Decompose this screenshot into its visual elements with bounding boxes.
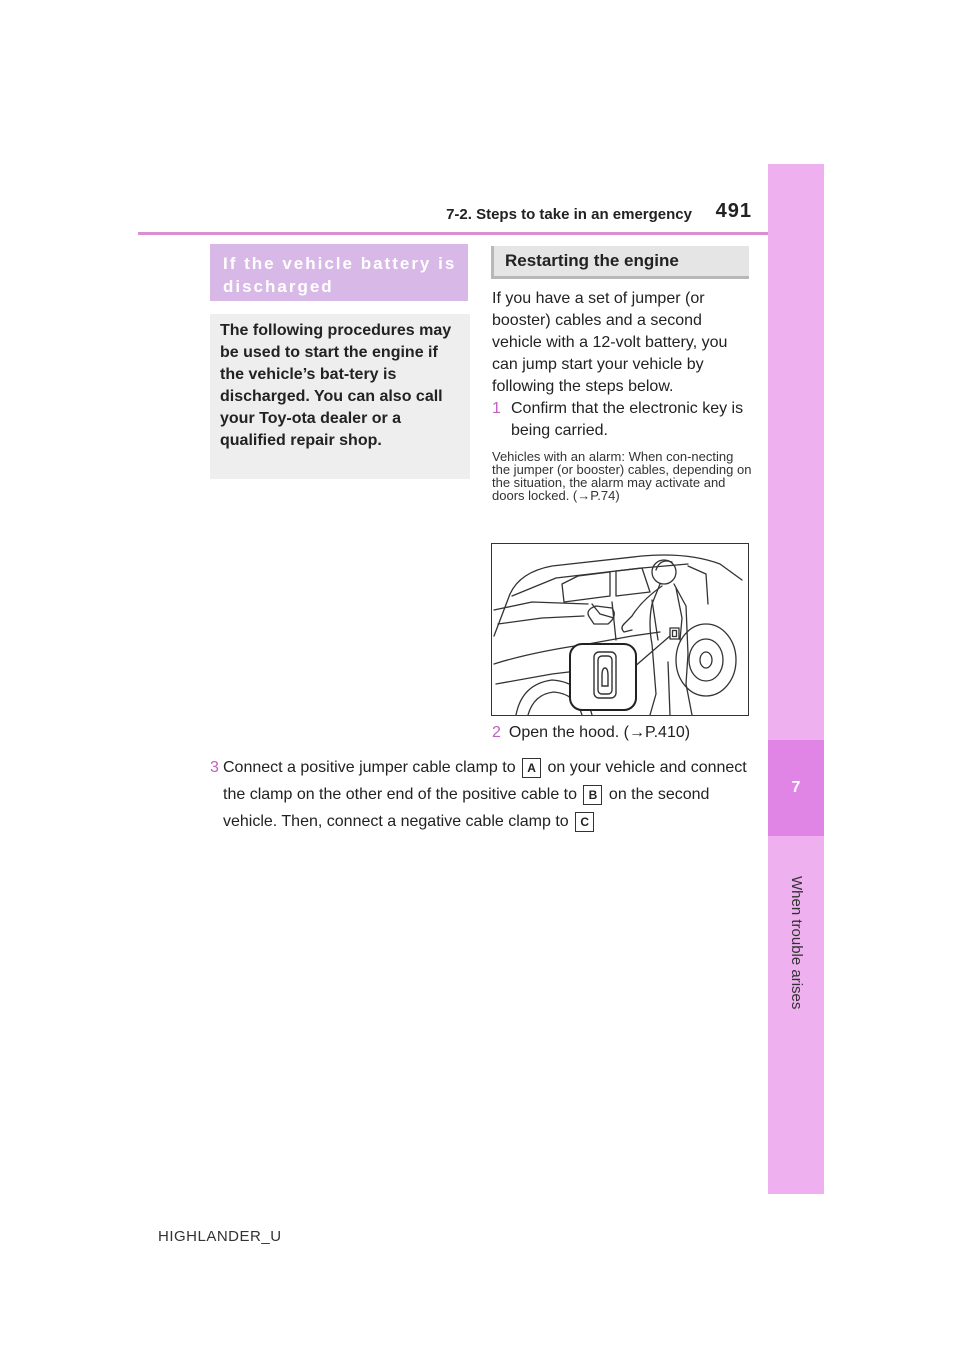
step-text xyxy=(223,754,760,835)
step-2 xyxy=(492,722,754,744)
step-number: 1 xyxy=(492,400,501,417)
step-3-text-part-2: on your vehicle and connect the clamp on the other end of the positive cable to xyxy=(223,759,747,803)
callout-b: B xyxy=(583,785,602,805)
section-heading-battery: If the vehicle battery is discharged xyxy=(210,244,468,301)
step-3-text-part-3: on the second vehicle. Then, connect a negative cable clamp to xyxy=(223,786,710,830)
callout-a: A xyxy=(522,758,541,778)
chapter-label: When trouble arises xyxy=(788,876,805,1010)
chapter-number: 7 xyxy=(791,779,801,796)
step-1 xyxy=(492,398,754,442)
intro-box: The following procedures may be used to start the engine if the vehicle’s bat-tery is discharged. You can also call your Toy-ota dealer or a qualified repair shop. xyxy=(210,314,470,479)
header-divider xyxy=(138,232,768,235)
step-number: 3 xyxy=(210,759,219,776)
step-text: Open the hood. (→P.410) xyxy=(508,724,691,741)
step-text: Confirm that the electronic key is being carried. xyxy=(511,400,744,439)
intro-paragraph: If you have a set of jumper (or booster) cables and a second vehicle with a 12-volt battery, you can jump start your vehicle by following the steps below. xyxy=(492,290,728,395)
alarm-note: Vehicles with an alarm: When con-necting the jumper (or booster) cables, depending on the situation, the alarm may activate and doors locked. (→P.74) xyxy=(492,449,752,503)
callout-c: C xyxy=(575,812,594,832)
footer-model-label: HIGHLANDER_U xyxy=(158,1228,282,1245)
chapter-side-tab xyxy=(768,164,824,1194)
person-with-key-illustration xyxy=(491,543,749,716)
section-heading-restart: Restarting the engine xyxy=(491,246,749,279)
chapter-number-tab[interactable] xyxy=(768,740,824,836)
step-number: 2 xyxy=(492,724,501,741)
page-number: 491 xyxy=(715,200,752,222)
car-door-key-drawing xyxy=(492,544,748,715)
step-3-text-part-1: Connect a positive jumper cable clamp to xyxy=(223,759,516,776)
header-section-title: 7-2. Steps to take in an emergency xyxy=(446,206,692,223)
step-3 xyxy=(210,754,760,835)
